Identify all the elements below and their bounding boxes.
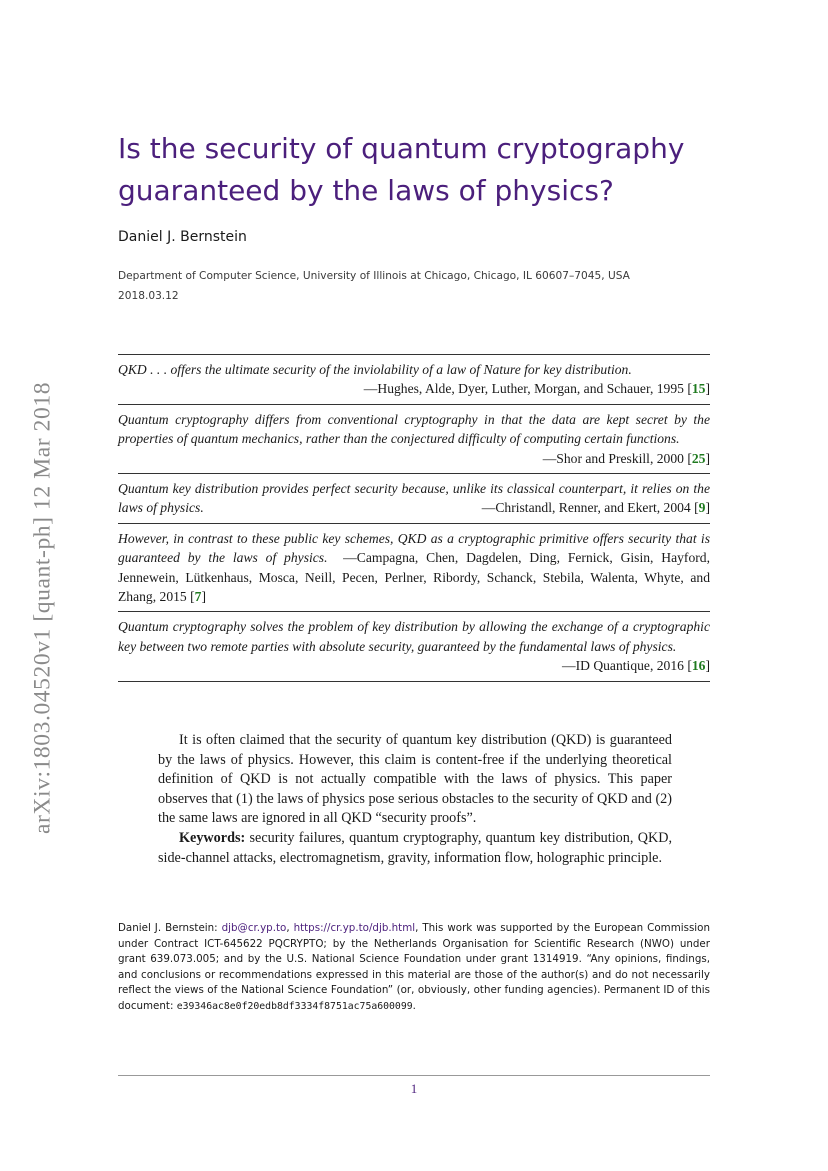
- quote-item: [118, 405, 710, 473]
- quote-source: —Shor and Preskill, 2000: [542, 450, 684, 466]
- quote-text: However, in contrast to these public key schemes, QKD as a cryptographic primitive offers security that is guaranteed by the laws of physics.: [118, 530, 710, 566]
- footnote-end: .: [412, 999, 416, 1012]
- citation-link[interactable]: 16: [691, 658, 706, 674]
- citation-link[interactable]: 25: [691, 450, 706, 466]
- quote-divider: [118, 681, 710, 682]
- footnote-separator: ,: [286, 922, 294, 934]
- author-footnote: [118, 921, 710, 1015]
- epigraph-quotes: [118, 354, 710, 682]
- quote-attribution: —ID Quantique, 2016 [16]: [561, 658, 710, 674]
- footnote-author: Daniel J. Bernstein:: [118, 922, 222, 934]
- quote-text: Quantum cryptography differs from conventional cryptography in that the data are kept secret by the properties of quantum mechanics, rather than the conjectured difficulty of computing certain functions.: [118, 411, 710, 447]
- quote-item: [118, 474, 710, 523]
- keywords-label: Keywords:: [179, 829, 246, 846]
- citation-link[interactable]: 15: [691, 381, 706, 397]
- quote-source: —Campagna, Chen, Dagdelen, Ding, Fernick, Gisin, Hayford, Jennewein, Lütkenhaus, Mosca, Neill, Pecen, Perlner, Ribordy, Schanck, Stebila, Walenta, Whyte, and Zhang, 2015: [118, 550, 710, 605]
- quote-text: QKD . . . offers the ultimate security of the inviolability of a law of Nature for key distribution.: [118, 362, 632, 377]
- keywords-list: security failures, quantum cryptography, quantum key distribution, QKD, side-channel attacks, electromagnetism, gravity, information flow, holographic principle.: [158, 829, 672, 866]
- author-name: Daniel J. Bernstein: [118, 229, 247, 245]
- quote-source: —Christandl, Renner, and Ekert, 2004: [481, 500, 691, 516]
- abstract: [158, 731, 672, 868]
- citation-link[interactable]: 9: [698, 500, 706, 516]
- citation-link[interactable]: 7: [194, 589, 202, 605]
- quote-source: —Hughes, Alde, Dyer, Luther, Morgan, and Schauer, 1995: [363, 381, 684, 397]
- quote-item: [118, 612, 710, 680]
- affiliation-block: [118, 266, 630, 306]
- quote-attribution: —Christandl, Renner, and Ekert, 2004 [9]: [481, 500, 710, 516]
- paper-date: 2018.03.12: [118, 290, 179, 302]
- abstract-text: It is often claimed that the security of quantum key distribution (QKD) is guaranteed by the laws of physics. However, this claim is content-free if the underlying theoretical definition of QKD is not actually compatible with the laws of physics. This paper observes that (1) the laws of physics pose serious obstacles to the security of QKD and (2) the same laws are ignored in all QKD “security proofs”.: [158, 732, 672, 827]
- funding-text: , This work was supported by the European Commission under Contract ICT-645622 PQCRYPTO; by the Netherlands Organisation for Scientific Research (NWO) under grant 639.073.005; and by the U.S. National Science Foundation under grant 1314919. “Any opinions, findings, and conclusions or recommendations expressed in this material are those of the author(s) and do not necessarily reflect the views of the National Science Foundation” (or, obviously, other funding agencies). Permanent ID of this document:: [118, 922, 710, 1012]
- quote-attribution: —Campagna, Chen, Dagdelen, Ding, Fernick, Gisin, Hayford, Jennewein, Lütkenhaus, Mosca, Neill, Pecen, Perlner, Ribordy, Schanck, Stebila, Walenta, Whyte, and Zhang, 2015 [7]: [118, 550, 710, 605]
- footer-rule: [118, 1075, 710, 1076]
- paper-title: Is the security of quantum cryptography guaranteed by the laws of physics?: [118, 132, 685, 207]
- quote-item: [118, 355, 710, 404]
- quote-text: Quantum cryptography solves the problem of key distribution by allowing the exchange of a cryptographic key between two remote parties with absolute security, guaranteed by the fundamental laws of physics.: [118, 619, 710, 654]
- quote-attribution: —Hughes, Alde, Dyer, Luther, Morgan, and Schauer, 1995 [15]: [363, 381, 710, 397]
- quote-text: Quantum key distribution provides perfect security because, unlike its classical counterpart, it relies on the laws of physics.: [118, 481, 710, 516]
- quote-source: —ID Quantique, 2016: [561, 658, 684, 674]
- arxiv-sidebar-stamp: arXiv:1803.04520v1 [quant-ph] 12 Mar 2018: [29, 381, 56, 835]
- permanent-id: e39346ac8e0f20edb8df3334f8751ac75a600099: [176, 1000, 413, 1012]
- keywords: [158, 829, 672, 868]
- quote-item: [118, 524, 710, 612]
- page-number: 1: [410, 1081, 418, 1096]
- homepage-link[interactable]: https://cr.yp.to/djb.html: [293, 922, 416, 934]
- quote-attribution: —Shor and Preskill, 2000 [25]: [542, 450, 710, 466]
- email-link[interactable]: djb@cr.yp.to: [221, 922, 287, 934]
- affiliation: Department of Computer Science, University of Illinois at Chicago, Chicago, IL 60607–7045, USA: [118, 270, 630, 282]
